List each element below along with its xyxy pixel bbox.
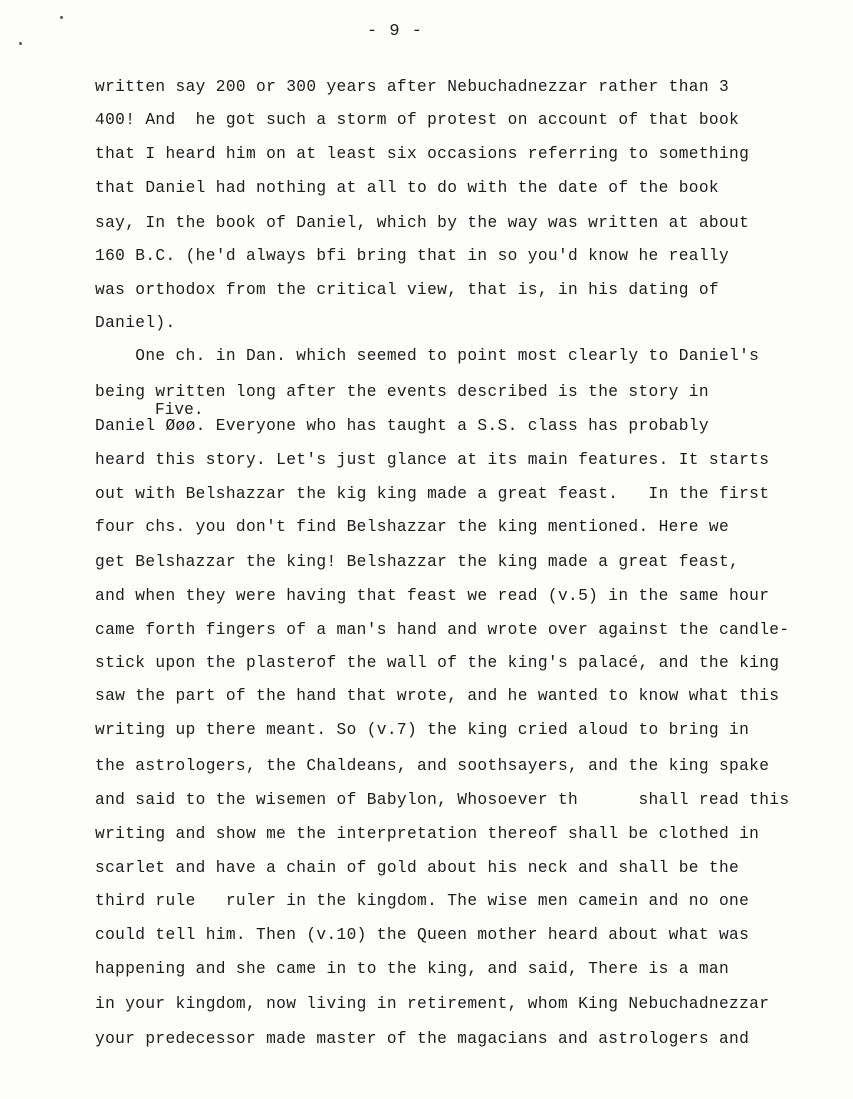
text-line: your predecessor made master of the magacians and astrologers and xyxy=(95,1030,750,1048)
text-line: happening and she came in to the king, and said, There is a man xyxy=(95,960,730,978)
text-line: came forth fingers of a man's hand and wrote over against the candle- xyxy=(95,621,790,639)
text-line: out with Belshazzar the kig king made a great feast. In the first xyxy=(95,485,770,503)
text-line: being written long after the events described is the story in xyxy=(95,383,709,401)
text-line: that Daniel had nothing at all to do with the date of the book xyxy=(95,179,719,197)
text-line: could tell him. Then (v.10) the Queen mother heard about what was xyxy=(95,926,750,944)
text-line: 400! And he got such a storm of protest on account of that book xyxy=(95,111,740,129)
text-line: Daniel Øøø. Everyone who has taught a S.S. class has probably xyxy=(95,417,709,435)
text-line: heard this story. Let's just glance at its main features. It starts xyxy=(95,451,770,469)
text-line: the astrologers, the Chaldeans, and soothsayers, and the king spake xyxy=(95,757,770,775)
text-line: scarlet and have a chain of gold about his neck and shall be the xyxy=(95,859,740,877)
page-number: - 9 - xyxy=(366,22,423,41)
stray-mark xyxy=(19,42,22,45)
text-line: One ch. in Dan. which seemed to point most clearly to Daniel's xyxy=(95,347,760,365)
text-line: in your kingdom, now living in retirement, whom King Nebuchadnezzar xyxy=(95,995,770,1013)
text-line: that I heard him on at least six occasions referring to something xyxy=(95,145,750,163)
text-line: stick upon the plasterof the wall of the king's palacé, and the king xyxy=(95,654,780,672)
text-line: four chs. you don't find Belshazzar the king mentioned. Here we xyxy=(95,518,730,536)
handwritten-insertion: Five. xyxy=(155,401,204,419)
text-line: writing up there meant. So (v.7) the king cried aloud to bring in xyxy=(95,721,750,739)
text-line: get Belshazzar the king! Belshazzar the king made a great feast, xyxy=(95,553,740,571)
text-line: and when they were having that feast we read (v.5) in the same hour xyxy=(95,587,770,605)
text-line: and said to the wisemen of Babylon, Whosoever th shall read this xyxy=(95,791,790,809)
text-line: saw the part of the hand that wrote, and he wanted to know what this xyxy=(95,687,780,705)
text-line: written say 200 or 300 years after Nebuchadnezzar rather than 3 xyxy=(95,78,730,96)
text-line: Daniel). xyxy=(95,314,176,332)
text-line: third rule ruler in the kingdom. The wise men camein and no one xyxy=(95,892,750,910)
text-line: say, In the book of Daniel, which by the way was written at about xyxy=(95,214,750,232)
text-line: writing and show me the interpretation thereof shall be clothed in xyxy=(95,825,760,843)
text-line: was orthodox from the critical view, that is, in his dating of xyxy=(95,281,719,299)
text-line: 160 B.C. (he'd always bfi bring that in so you'd know he really xyxy=(95,247,730,265)
stray-mark xyxy=(60,16,63,19)
